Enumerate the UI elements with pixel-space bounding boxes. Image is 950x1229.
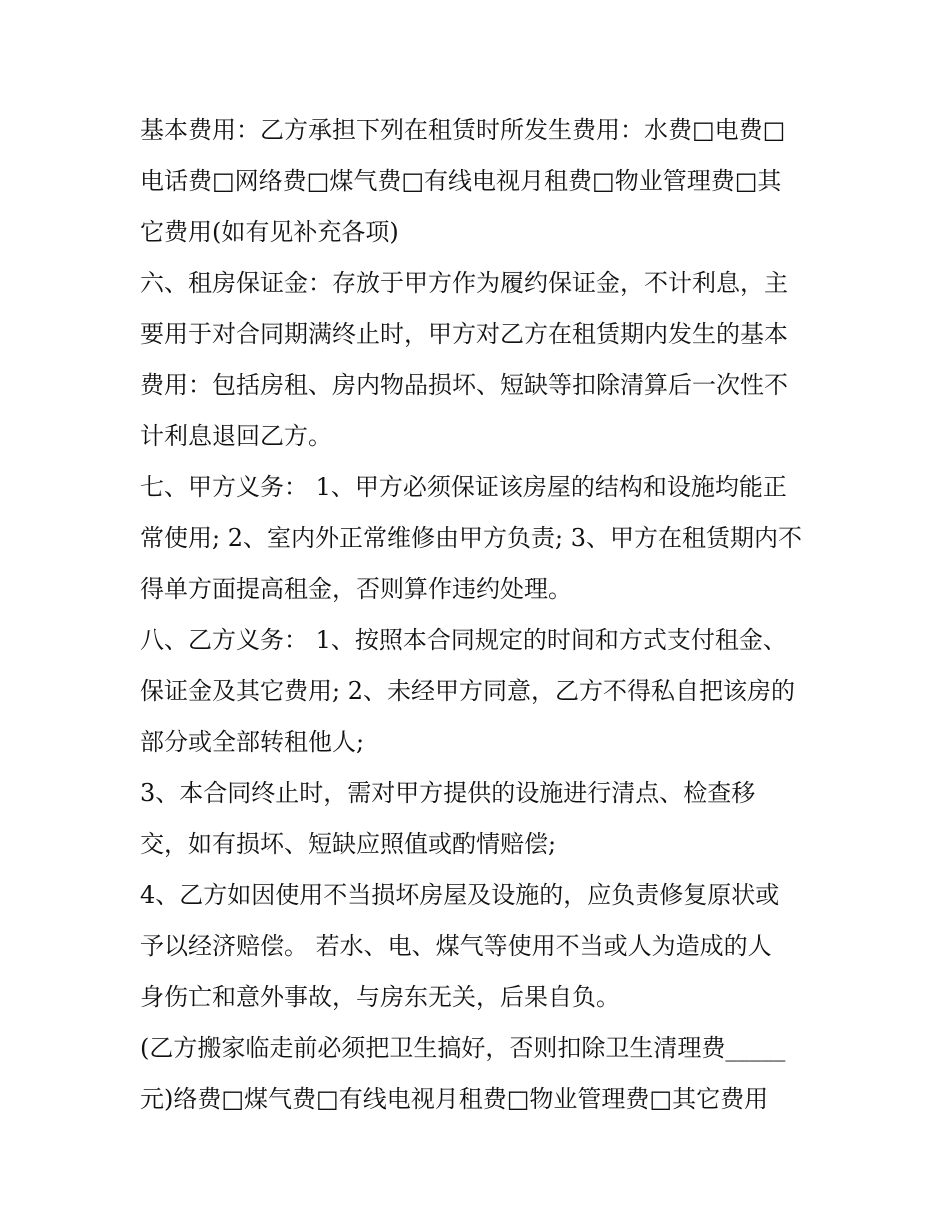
text-line-10: 得单方面提高租金，否则算作违约处理。	[140, 575, 572, 603]
text-line-5: 要用于对合同期满终止时，甲方对乙方在租赁期内发生的基本	[140, 320, 788, 348]
text-line-8: 七、甲方义务： 1、甲方必须保证该房屋的结构和设施均能正	[140, 473, 787, 501]
text-line-16: 4、乙方如因使用不当损坏房屋及设施的，应负责修复原状或	[140, 881, 780, 909]
contract-text	[140, 105, 820, 1125]
text-line-11: 八、乙方义务： 1、按照本合同规定的时间和方式支付租金、	[140, 626, 787, 654]
text-line-20: 元)络费□煤气费□有线电视月租费□物业管理费□其它费用	[140, 1085, 769, 1113]
text-line-13: 部分或全部转租他人;	[140, 728, 365, 756]
text-line-3: 它费用(如有见补充各项)	[140, 218, 399, 246]
text-line-12: 保证金及其它费用; 2、未经甲方同意，乙方不得私自把该房的	[140, 677, 795, 705]
text-line-2: 电话费□网络费□煤气费□有线电视月租费□物业管理费□其	[140, 167, 782, 195]
text-line-4: 六、租房保证金：存放于甲方作为履约保证金，不计利息，主	[140, 269, 788, 297]
text-line-17: 予以经济赔偿。 若水、电、煤气等使用不当或人为造成的人	[140, 932, 772, 960]
text-line-19: (乙方搬家临走前必须把卫生搞好，否则扣除卫生清理费_____	[140, 1034, 786, 1062]
text-line-15: 交，如有损坏、短缺应照值或酌情赔偿;	[140, 830, 557, 858]
text-line-9: 常使用; 2、室内外正常维修由甲方负责; 3、甲方在租赁期内不	[140, 524, 802, 552]
text-line-18: 身伤亡和意外事故，与房东无关，后果自负。	[140, 983, 620, 1011]
text-line-1: 基本费用：乙方承担下列在租赁时所发生费用：水费□电费□	[140, 116, 786, 144]
text-line-7: 计利息退回乙方。	[140, 422, 332, 450]
text-line-6: 费用：包括房租、房内物品损坏、短缺等扣除清算后一次性不	[140, 371, 788, 399]
text-line-14: 3、本合同终止时，需对甲方提供的设施进行清点、检查移	[140, 779, 756, 807]
